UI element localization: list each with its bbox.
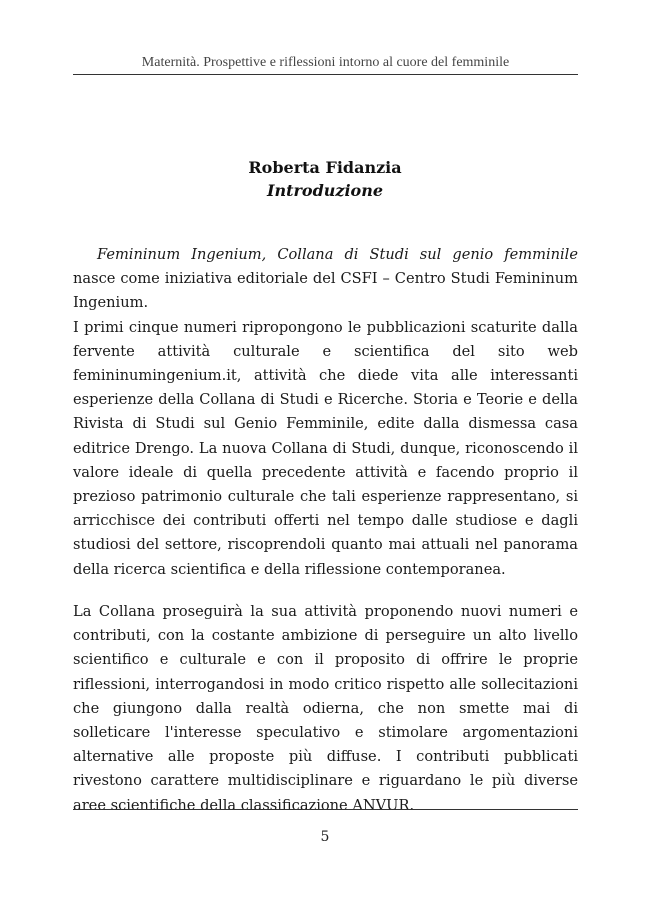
intro-paragraph-group [73, 243, 578, 582]
closing-paragraph-group [73, 600, 578, 818]
paragraph-1: nasce come iniziativa editoriale del CSFI – Centro Studi Femininum Ingenium. [73, 270, 578, 312]
series-title-lead: Femininum Ingenium, Collana di Studi sul genio femminile [97, 246, 578, 263]
paragraph-3: La Collana proseguirà la sua attività proponendo nuovi numeri e contributi, con la costante ambizione di perseguire un alto livello scientifico e culturale e con il proposito di offrire le proprie riflessioni, interrogandosi in modo critico rispetto alle sollecitazioni che giungono dalla realtà odierna, che non smette mai di solleticare l'interesse speculativo e stimolare argomentazioni alternative alle proposte più diffuse. I contributi pubblicati rivestono carattere multidisciplinare e riguardano le più diverse aree scientifiche della classificazione ANVUR. [73, 603, 578, 814]
paragraph-2: I primi cinque numeri ripropongono le pubblicazioni scaturite dalla fervente attività culturale e scientifica del sito web femininumingenium.it, attività che diede vita alle interessanti esperienze della Collana di Studi e Ricerche. Storia e Teorie e della Rivista di Studi sul Genio Femminile, edite dalla dismessa casa editrice Drengo. La nuova Collana di Studi, dunque, riconoscendo il valore ideale di quella precedente attività e facendo proprio il prezioso patrimonio culturale che tali esperienze rappresentano, si arricchisce dei contributi offerti nel tempo dalle studiose e dagli studiosi del settore, riscoprendoli quanto mai attuali nel panorama della ricerca scientifica e della riflessione contemporanea. [73, 318, 578, 578]
page-number: 5 [320, 829, 330, 845]
section-title: Introduzione [266, 181, 384, 200]
running-header: Maternità. Prospettive e riflessioni intorno al cuore del femminile [141, 55, 510, 70]
header-rule [73, 74, 578, 75]
footer-rule [73, 809, 578, 810]
author-name: Roberta Fidanzia [248, 158, 402, 177]
